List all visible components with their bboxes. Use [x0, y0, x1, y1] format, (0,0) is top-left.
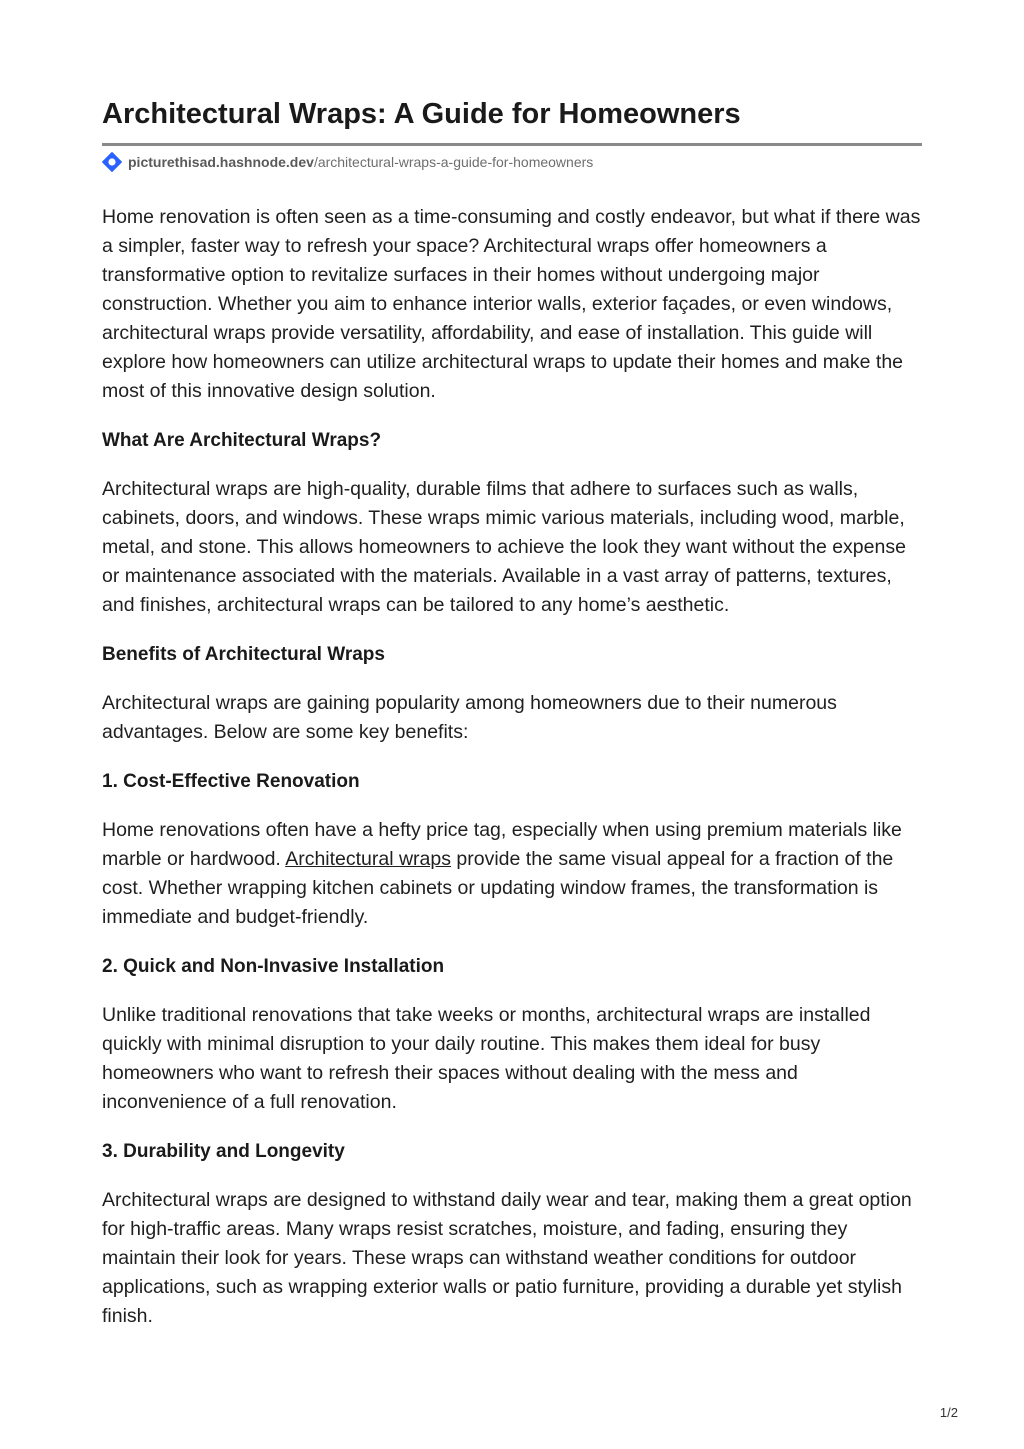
benefits-paragraph: Architectural wraps are gaining popularity among homeowners due to their numerous advantages. Below are some key benefits: — [102, 692, 837, 743]
intro-paragraph: Home renovation is often seen as a time-consuming and costly endeavor, but what if there was a simpler, faster way to refresh your space? Architectural wraps offer homeowners a transformative option to revitalize surfaces in their homes without undergoing major construction. Whether you aim to enhance interior walls, exterior façades, or even windows, architectural wraps provide versatility, affordability, and ease of installation. This guide will explore how homeowners can utilize architectural wraps to update their homes and make the most of this innovative design solution. — [102, 206, 921, 402]
cost-text-before-link: Home renovations often have a hefty price tag, especially when using premium materials like marble or hardwood. — [102, 819, 902, 870]
cost-paragraph — [102, 816, 924, 932]
source-link[interactable] — [102, 152, 593, 172]
section-heading-durability: 3. Durability and Longevity — [102, 1141, 345, 1162]
section-heading-benefits: Benefits of Architectural Wraps — [102, 644, 385, 665]
cost-text-after-link: provide the same visual appeal for a fraction of the cost. Whether wrapping kitchen cabinets or updating window frames, the transformation is immediate and budget-friendly. — [102, 848, 894, 928]
source-domain[interactable]: picturethisad.hashnode.dev — [128, 154, 314, 170]
page-number: 1/2 — [939, 1405, 958, 1420]
architectural-wraps-link[interactable]: Architectural wraps — [285, 848, 451, 870]
hashnode-logo-icon — [102, 152, 122, 172]
article-body — [102, 203, 924, 1351]
what-paragraph: Architectural wraps are high-quality, durable films that adhere to surfaces such as walls, cabinets, doors, and windows. These wraps mimic various materials, including wood, marble, metal, and stone. This allows homeowners to achieve the look they want without the expense or maintenance associated with the materials. Available in a vast array of patterns, textures, and finishes, architectural wraps can be tailored to any home’s aesthetic. — [102, 478, 906, 616]
source-path[interactable]: /architectural-wraps-a-guide-for-homeowners — [313, 154, 594, 170]
section-heading-cost: 1. Cost-Effective Renovation — [102, 771, 360, 792]
section-heading-what: What Are Architectural Wraps? — [102, 430, 382, 451]
durability-paragraph: Architectural wraps are designed to withstand daily wear and tear, making them a great option for high-traffic areas. Many wraps resist scratches, moisture, and fading, ensuring they maintain their look for years. These wraps can withstand weather conditions for outdoor applications, such as wrapping exterior walls or patio furniture, providing a durable yet stylish finish. — [102, 1189, 912, 1327]
page-title: Architectural Wraps: A Guide for Homeowners — [102, 98, 741, 130]
section-heading-installation: 2. Quick and Non-Invasive Installation — [102, 956, 445, 977]
installation-paragraph: Unlike traditional renovations that take weeks or months, architectural wraps are installed quickly with minimal disruption to your daily routine. This makes them ideal for busy homeowners who want to refresh their spaces without dealing with the mess and inconvenience of a full renovation. — [102, 1004, 871, 1113]
title-divider — [102, 143, 922, 146]
